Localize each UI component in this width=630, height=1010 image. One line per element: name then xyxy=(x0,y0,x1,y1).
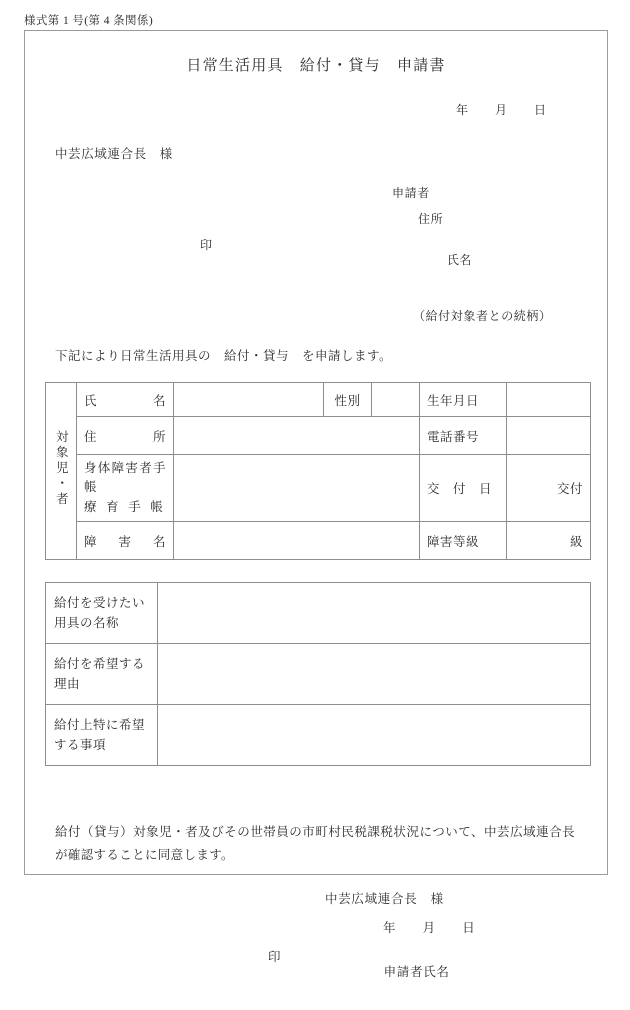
applicant-block xyxy=(43,184,589,324)
target-person-table xyxy=(45,382,591,560)
label-reason: 給付を希望する理由 xyxy=(46,644,158,705)
value-gender[interactable] xyxy=(372,383,420,417)
label-gender: 性別 xyxy=(324,383,372,417)
signature-name-row xyxy=(43,947,589,1010)
value-birthdate[interactable] xyxy=(507,383,591,417)
label-special-requests: 給付上特に希望する事項 xyxy=(46,705,158,766)
label-handbook-line2: 療育手帳 xyxy=(84,499,166,514)
applicant-name-row xyxy=(43,236,589,298)
label-issue-date: 交 付 日 xyxy=(420,455,507,522)
label-disability-grade: 障害等級 xyxy=(420,522,507,560)
value-equipment-name[interactable] xyxy=(158,583,591,644)
signature-block xyxy=(43,889,589,1010)
page-frame xyxy=(24,30,608,980)
form-number: 様式第 1 号(第 4 条関係) xyxy=(24,15,154,27)
label-equipment-name: 給付を受けたい用具の名称 xyxy=(46,583,158,644)
label-birthdate: 生年月日 xyxy=(420,383,507,417)
intro-sentence: 下記により日常生活用具の 給付・貸与 を申請します。 xyxy=(55,349,393,363)
table-row-name xyxy=(46,383,591,417)
applicant-address-label: 住所 xyxy=(418,212,444,226)
label-phone: 電話番号 xyxy=(420,417,507,455)
table-row-address xyxy=(46,417,591,455)
value-disability-name[interactable] xyxy=(174,522,420,560)
signature-date-line: 年 月 日 xyxy=(383,921,476,936)
signature-addressee: 中芸広域連合長 様 xyxy=(325,892,444,907)
label-handbook xyxy=(77,455,174,522)
signature-name-label: 申請者氏名 xyxy=(383,965,450,980)
signature-seal-label: 印 xyxy=(268,950,282,965)
consent-paragraph: 給付（貸与）対象児・者及びその世帯員の市町村民税課税状況について、中芸広域連合長が確認することに同意します。 xyxy=(55,825,575,863)
label-name: 氏 名 xyxy=(77,383,174,417)
applicant-name-label: 氏名 xyxy=(446,253,473,267)
table-row-equipment-name xyxy=(46,583,591,644)
table-row-disability xyxy=(46,522,591,560)
value-issue-date[interactable]: 交付 xyxy=(507,455,591,522)
date-line-top: 年 月 日 xyxy=(455,103,547,117)
applicant-seal-label: 印 xyxy=(200,238,213,252)
applicant-relation-note: （給付対象者との続柄） xyxy=(413,309,552,323)
table-row-handbook xyxy=(46,455,591,522)
label-handbook-line1: 身体障害者手帳 xyxy=(84,461,166,495)
value-handbook[interactable] xyxy=(174,455,420,522)
applicant-heading: 申請者 xyxy=(392,186,430,200)
addressee: 中芸広域連合長 様 xyxy=(55,147,173,161)
value-special-requests[interactable] xyxy=(158,705,591,766)
value-phone[interactable] xyxy=(507,417,591,455)
label-address: 住 所 xyxy=(77,417,174,455)
value-address[interactable] xyxy=(174,417,420,455)
target-vertical-label xyxy=(46,383,77,560)
value-name[interactable] xyxy=(174,383,324,417)
table-row-special-requests xyxy=(46,705,591,766)
value-reason[interactable] xyxy=(158,644,591,705)
table-row-reason xyxy=(46,644,591,705)
page-inner xyxy=(25,31,607,980)
value-disability-grade[interactable]: 級 xyxy=(507,522,591,560)
label-disability-name: 障 害 名 xyxy=(77,522,174,560)
target-vertical-label-text: 対象児・者 xyxy=(54,430,69,508)
request-details-table xyxy=(45,582,591,766)
page-title: 日常生活用具 給付・貸与 申請書 xyxy=(186,58,446,74)
